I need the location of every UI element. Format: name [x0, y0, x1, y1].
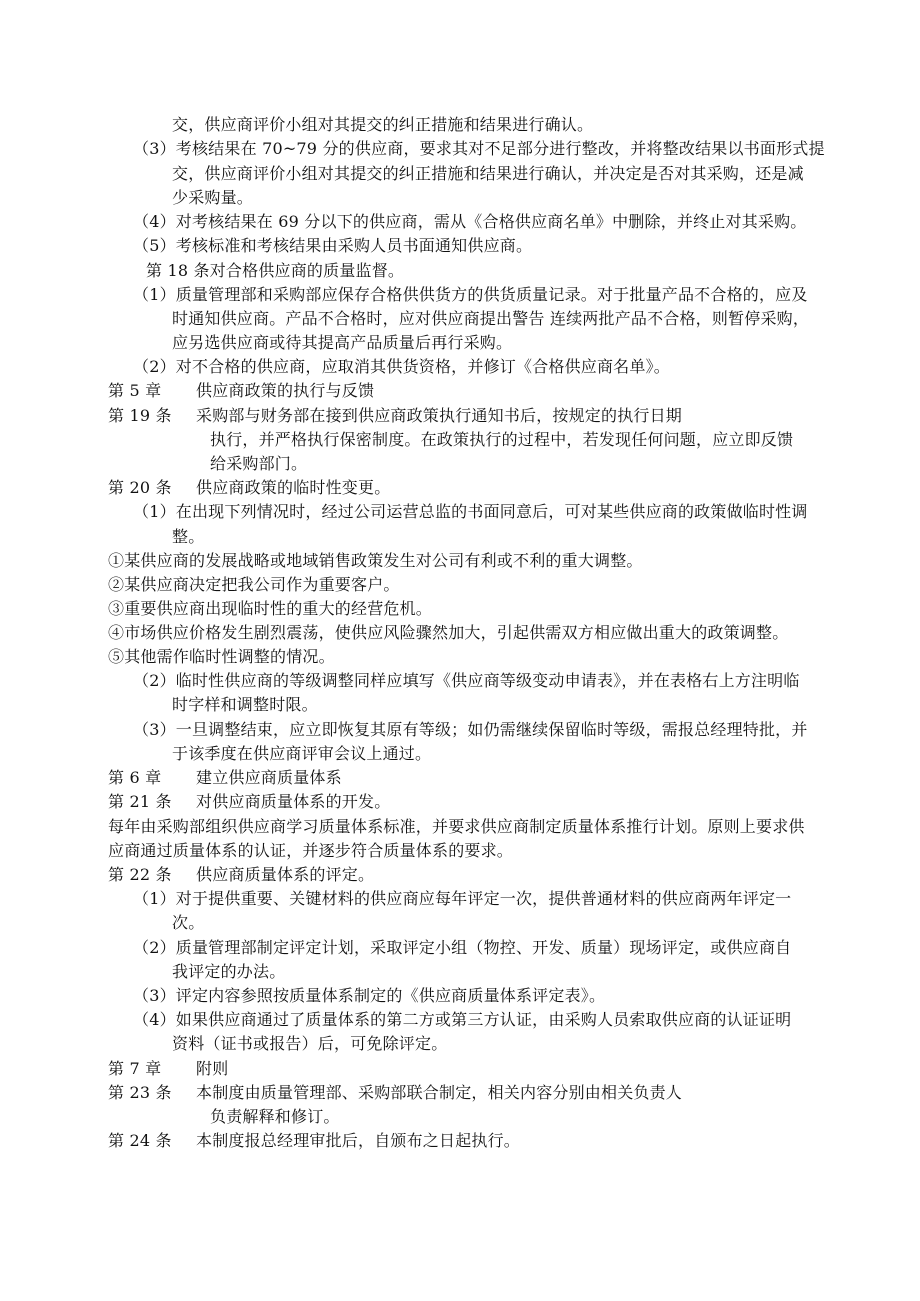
text-line: 整。	[172, 527, 205, 546]
article-label: 第 23 条	[108, 1083, 172, 1102]
chapter-label: 第 6 章	[108, 768, 162, 787]
article-label: 第 19 条	[108, 406, 172, 425]
text-line: （5）考核标准和考核结果由采购人员书面通知供应商。	[133, 236, 533, 255]
text-line: 交，供应商评价小组对其提交的纠正措施和结果进行确认。	[172, 115, 594, 134]
text-line: （4）对考核结果在 69 分以下的供应商，需从《合格供应商名单》中删除，并终止对其采购。	[133, 212, 807, 231]
text-line: ④市场供应价格发生剧烈震荡，使供应风险骤然加大，引起供需双方相应做出重大的政策调整。	[108, 623, 789, 642]
text-line: （3）一旦调整结束，应立即恢复其原有等级；如仍需继续保留临时等级，需报总经理特批，并	[133, 720, 808, 739]
article-label: 第 20 条	[108, 478, 172, 497]
text-line: （1）在出现下列情况时，经过公司运营总监的书面同意后，可对某些供应商的政策做临时性调	[133, 502, 808, 521]
text-line: 本制度报总经理审批后，自颁布之日起执行。	[196, 1131, 521, 1150]
text-line: （2）对不合格的供应商，应取消其供货资格，并修订《合格供应商名单》。	[133, 357, 670, 376]
text-line: 供应商质量体系的评定。	[196, 865, 375, 884]
chapter-title: 建立供应商质量体系	[196, 768, 342, 787]
text-line: 本制度由质量管理部、采购部联合制定，相关内容分别由相关负责人	[196, 1083, 683, 1102]
text-line: 负责解释和修订。	[210, 1107, 340, 1126]
text-line: 采购部与财务部在接到供应商政策执行通知书后，按规定的执行日期	[196, 406, 683, 425]
text-line: （2）质量管理部制定评定计划，采取评定小组（物控、开发、质量）现场评定，或供应商自	[133, 938, 792, 957]
text-line: （4）如果供应商通过了质量体系的第二方或第三方认证，由采购人员索取供应商的认证证明	[133, 1010, 792, 1029]
text-line: 次。	[172, 913, 205, 932]
text-line: ⑤其他需作临时性调整的情况。	[108, 647, 335, 666]
text-line: （1）质量管理部和采购部应保存合格供供货方的供货质量记录。对于批量产品不合格的，应及	[133, 285, 808, 304]
text-line: （3）评定内容参照按质量体系制定的《供应商质量体系评定表》。	[133, 986, 606, 1005]
text-line: 对供应商质量体系的开发。	[196, 792, 391, 811]
text-line: 应另选供应商或待其提高产品质量后再行采购。	[172, 333, 513, 352]
chapter-title: 供应商政策的执行与反馈	[196, 381, 375, 400]
text-line: 供应商政策的临时性变更。	[196, 478, 391, 497]
text-line: 于该季度在供应商评审会议上通过。	[172, 744, 432, 763]
article-heading: 第 18 条对合格供应商的质量监督。	[146, 261, 405, 280]
text-line: 我评定的办法。	[172, 962, 286, 981]
text-line: 执行，并严格执行保密制度。在政策执行的过程中，若发现任何问题，应立即反馈	[210, 430, 794, 449]
text-line: 应商通过质量体系的认证，并逐步符合质量体系的要求。	[108, 841, 514, 860]
text-line: 时字样和调整时限。	[172, 695, 318, 714]
article-label: 第 22 条	[108, 865, 172, 884]
text-line: 给采购部门。	[210, 454, 308, 473]
chapter-label: 第 7 章	[108, 1059, 162, 1078]
text-line: 每年由采购部组织供应商学习质量体系标准，并要求供应商制定质量体系推行计划。原则上要求供	[108, 817, 805, 836]
article-label: 第 24 条	[108, 1131, 172, 1150]
text-line: （1）对于提供重要、关键材料的供应商应每年评定一次，提供普通材料的供应商两年评定一	[133, 889, 792, 908]
text-line: 少采购量。	[172, 188, 254, 207]
text-line: 时通知供应商。产品不合格时，应对供应商提出警告 连续两批产品不合格，则暂停采购，	[172, 309, 810, 328]
text-line: 交，供应商评价小组对其提交的纠正措施和结果进行确认，并决定是否对其采购，还是减	[172, 164, 804, 183]
chapter-label: 第 5 章	[108, 381, 162, 400]
text-line: ②某供应商决定把我公司作为重要客户。	[108, 575, 400, 594]
text-line: ①某供应商的发展战略或地域销售政策发生对公司有利或不利的重大调整。	[108, 551, 643, 570]
text-line: ③重要供应商出现临时性的重大的经营危机。	[108, 599, 433, 618]
text-line: （2）临时性供应商的等级调整同样应填写《供应商等级变动申请表》，并在表格右上方注明临	[133, 671, 800, 690]
text-line: （3）考核结果在 70~79 分的供应商，要求其对不足部分进行整改，并将整改结果以书面形式提	[133, 139, 825, 158]
chapter-title: 附则	[196, 1059, 229, 1078]
text-line: 资料（证书或报告）后，可免除评定。	[172, 1034, 448, 1053]
article-label: 第 21 条	[108, 792, 172, 811]
